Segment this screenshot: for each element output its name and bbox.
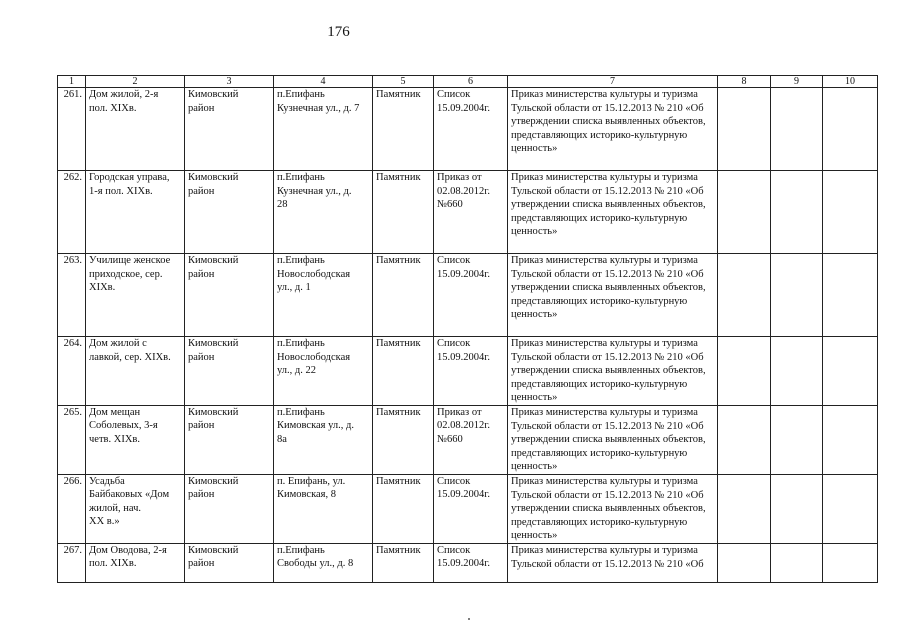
legal-act: Приказ министерства культуры и туризма Тульской области от 15.12.2013 № 210 «Об утверждении списка выявленных объектов, представляющих историко-культурную ценность» [508,171,718,254]
column-header: 7 [508,76,718,88]
object-category: Памятник [373,254,434,337]
district: Кимовский район [185,171,274,254]
column-8-cell [718,171,771,254]
object-name: Училище женское приходское, сер. XIXв. [86,254,185,337]
address: п.Епифань Свободы ул., д. 8 [274,543,373,582]
object-category: Памятник [373,88,434,171]
table-row [58,405,878,474]
row-number: 264. [58,337,86,406]
address: п.Епифань Новослободская ул., д. 1 [274,254,373,337]
heritage-registry-table [57,75,878,583]
object-category: Памятник [373,474,434,543]
column-10-cell [823,171,878,254]
column-8-cell [718,543,771,582]
column-10-cell [823,88,878,171]
row-number: 265. [58,405,86,474]
column-9-cell [771,88,823,171]
column-10-cell [823,337,878,406]
column-8-cell [718,254,771,337]
scan-speck [468,618,470,620]
row-number: 261. [58,88,86,171]
object-category: Памятник [373,171,434,254]
column-10-cell [823,543,878,582]
column-header: 3 [185,76,274,88]
source-document: Приказ от 02.08.2012г. №660 [434,171,508,254]
source-document: Список 15.09.2004г. [434,254,508,337]
table-row [58,88,878,171]
row-number: 262. [58,171,86,254]
column-header: 1 [58,76,86,88]
district: Кимовский район [185,88,274,171]
column-8-cell [718,474,771,543]
object-name: Дом Оводова, 2-я пол. XIXв. [86,543,185,582]
legal-act: Приказ министерства культуры и туризма Тульской области от 15.12.2013 № 210 «Об утверждении списка выявленных объектов, представляющих историко-культурную ценность» [508,88,718,171]
table-row [58,543,878,582]
column-header: 9 [771,76,823,88]
object-name: Усадьба Байбаковых «Дом жилой, нач. XX в.» [86,474,185,543]
district: Кимовский район [185,337,274,406]
table-row [58,254,878,337]
column-9-cell [771,171,823,254]
column-header: 2 [86,76,185,88]
column-9-cell [771,474,823,543]
table-row [58,171,878,254]
page-number: 176 [327,24,350,40]
column-9-cell [771,337,823,406]
legal-act: Приказ министерства культуры и туризма Тульской области от 15.12.2013 № 210 «Об [508,543,718,582]
column-8-cell [718,337,771,406]
object-category: Памятник [373,337,434,406]
source-document: Приказ от 02.08.2012г. №660 [434,405,508,474]
object-category: Памятник [373,405,434,474]
column-header: 8 [718,76,771,88]
row-number: 267. [58,543,86,582]
column-9-cell [771,254,823,337]
row-number: 263. [58,254,86,337]
source-document: Список 15.09.2004г. [434,88,508,171]
district: Кимовский район [185,405,274,474]
column-8-cell [718,405,771,474]
district: Кимовский район [185,254,274,337]
address: п.Епифань Новослободская ул., д. 22 [274,337,373,406]
column-header: 4 [274,76,373,88]
legal-act: Приказ министерства культуры и туризма Тульской области от 15.12.2013 № 210 «Об утверждении списка выявленных объектов, представляющих историко-культурную ценность» [508,474,718,543]
source-document: Список 15.09.2004г. [434,543,508,582]
object-name: Дом жилой, 2-я пол. XIXв. [86,88,185,171]
legal-act: Приказ министерства культуры и туризма Тульской области от 15.12.2013 № 210 «Об утверждении списка выявленных объектов, представляющих историко-культурную ценность» [508,405,718,474]
column-10-cell [823,405,878,474]
column-header: 10 [823,76,878,88]
column-number-header-row [58,76,878,88]
district: Кимовский район [185,474,274,543]
object-name: Дом жилой с лавкой, сер. XIXв. [86,337,185,406]
column-8-cell [718,88,771,171]
column-10-cell [823,254,878,337]
column-10-cell [823,474,878,543]
address: п.Епифань Кузнечная ул., д. 28 [274,171,373,254]
legal-act: Приказ министерства культуры и туризма Тульской области от 15.12.2013 № 210 «Об утверждении списка выявленных объектов, представляющих историко-культурную ценность» [508,254,718,337]
object-name: Дом мещан Соболевых, 3-я четв. XIXв. [86,405,185,474]
source-document: Список 15.09.2004г. [434,474,508,543]
table-row [58,474,878,543]
legal-act: Приказ министерства культуры и туризма Тульской области от 15.12.2013 № 210 «Об утверждении списка выявленных объектов, представляющих историко-культурную ценность» [508,337,718,406]
column-9-cell [771,543,823,582]
address: п.Епифань Кузнечная ул., д. 7 [274,88,373,171]
table-row [58,337,878,406]
column-header: 5 [373,76,434,88]
address: п.Епифань Кимовская ул., д. 8а [274,405,373,474]
address: п. Епифань, ул. Кимовская, 8 [274,474,373,543]
district: Кимовский район [185,543,274,582]
source-document: Список 15.09.2004г. [434,337,508,406]
row-number: 266. [58,474,86,543]
column-9-cell [771,405,823,474]
object-name: Городская управа, 1-я пол. XIXв. [86,171,185,254]
object-category: Памятник [373,543,434,582]
column-header: 6 [434,76,508,88]
